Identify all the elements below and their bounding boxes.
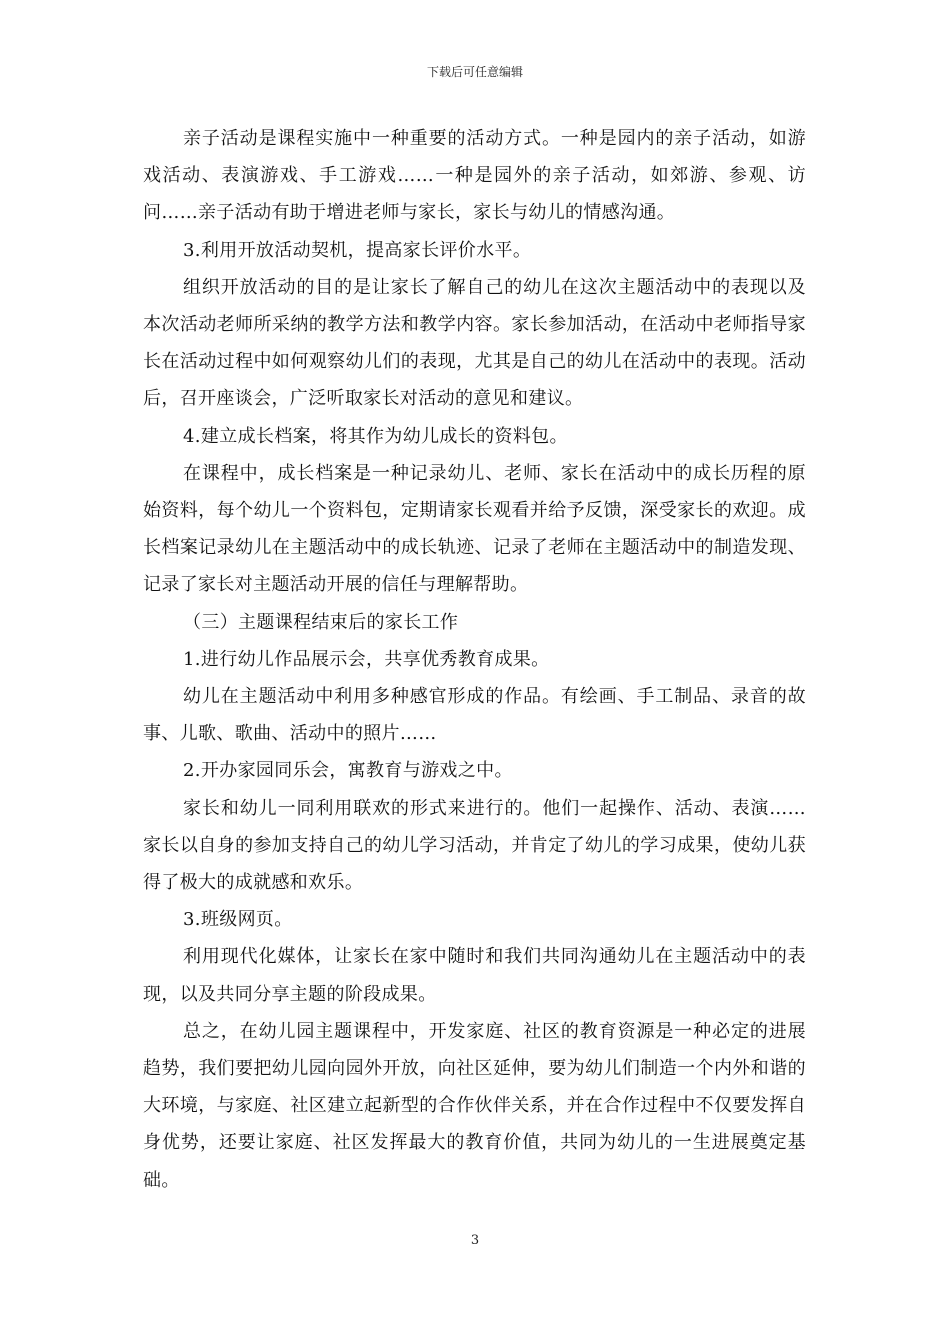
document-body xyxy=(143,120,806,1199)
page-header: 下载后可任意编辑 xyxy=(426,65,523,79)
paragraph-works-exhibition: 幼儿在主题活动中利用多种感官形成的作品。有绘画、手工制品、录音的故事、儿歌、歌曲、活动中的照片…… xyxy=(143,686,806,745)
section-heading-after-course: （三）主题课程结束后的家长工作 xyxy=(183,611,459,633)
heading-growth-archive: 4.建立成长档案，将其作为幼儿成长的资料包。 xyxy=(183,425,568,447)
paragraph-conclusion: 总之，在幼儿园主题课程中，开发家庭、社区的教育资源是一种必定的进展趋势，我们要把幼儿园向园外开放，向社区延伸，要为幼儿们制造一个内外和谐的大环境，与家庭、社区建立起新型的合作伙伴关系，并在合作过程中不仅要发挥自身优势，还要让家庭、社区发挥最大的教育价值，共同为幼儿的一生进展奠定基础。 xyxy=(143,1020,806,1191)
paragraph-family-party: 家长和幼儿一同利用联欢的形式来进行的。他们一起操作、活动、表演……家长以自身的参加支持自己的幼儿学习活动，并肯定了幼儿的学习成果，使幼儿获得了极大的成就感和欢乐。 xyxy=(143,797,806,894)
paragraph-growth-archive: 在课程中，成长档案是一种记录幼儿、老师、家长在活动中的成长历程的原始资料，每个幼儿一个资料包，定期请家长观看并给予反馈，深受家长的欢迎。成长档案记录幼儿在主题活动中的成长轨迹、记录了老师在主题活动中的制造发现、记录了家长对主题活动开展的信任与理解帮助。 xyxy=(143,462,806,596)
paragraph-class-webpage: 利用现代化媒体，让家长在家中随时和我们共同沟通幼儿在主题活动中的表现，以及共同分享主题的阶段成果。 xyxy=(143,946,806,1005)
heading-open-activities: 3.利用开放活动契机，提高家长评价水平。 xyxy=(183,239,532,261)
paragraph-open-activities: 组织开放活动的目的是让家长了解自己的幼儿在这次主题活动中的表现以及本次活动老师所采纳的教学方法和教学内容。家长参加活动，在活动中老师指导家长在活动过程中如何观察幼儿们的表现，尤其是自己的幼儿在活动中的表现。活动后，召开座谈会，广泛听取家长对活动的意见和建议。 xyxy=(143,276,806,410)
page-number: 3 xyxy=(470,1233,480,1248)
heading-family-party: 2.开办家园同乐会，寓教育与游戏之中。 xyxy=(183,760,513,782)
paragraph-parent-child-activities: 亲子活动是课程实施中一种重要的活动方式。一种是园内的亲子活动，如游戏活动、表演游戏、手工游戏……一种是园外的亲子活动，如郊游、参观、访问……亲子活动有助于增进老师与家长，家长与幼儿的情感沟通。 xyxy=(143,128,806,224)
heading-class-webpage: 3.班级网页。 xyxy=(183,909,293,931)
heading-works-exhibition: 1.进行幼儿作品展示会，共享优秀教育成果。 xyxy=(183,648,550,670)
